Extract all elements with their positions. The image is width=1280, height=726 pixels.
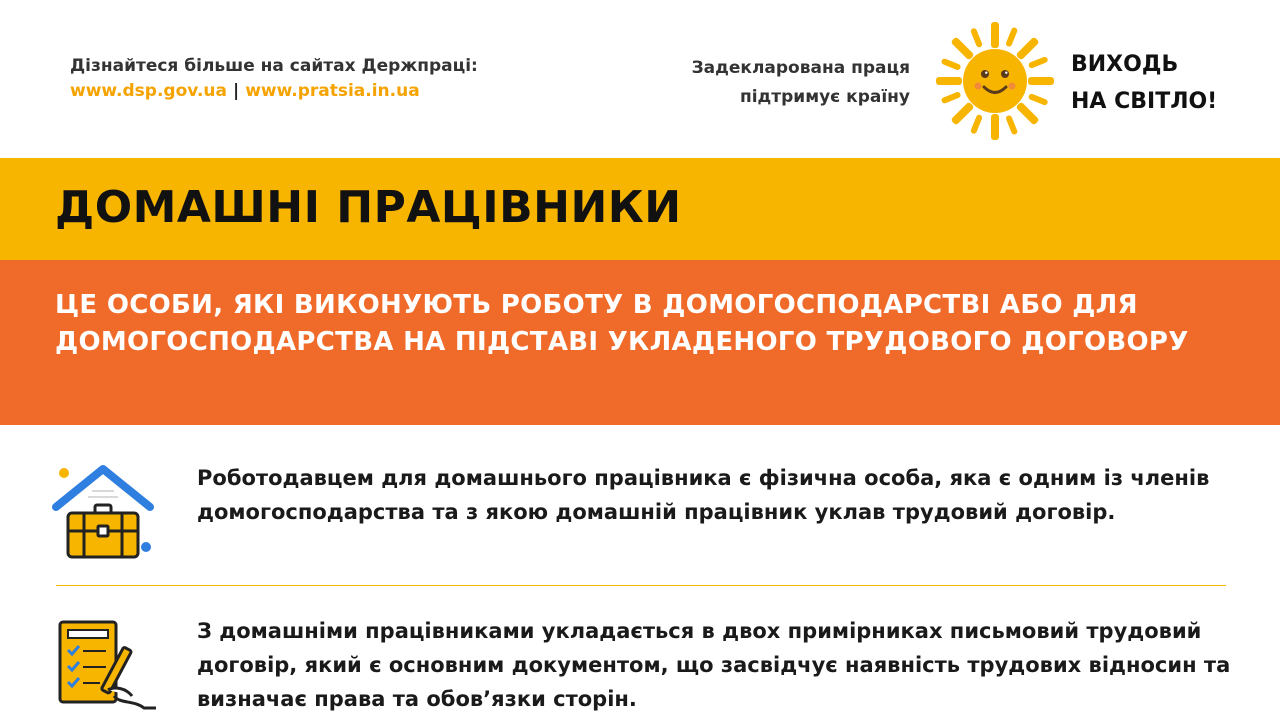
house-briefcase-icon bbox=[48, 463, 158, 563]
learn-more-text: Дізнайтеся більше на сайтах Держпраці: bbox=[70, 56, 478, 76]
links-row bbox=[70, 79, 478, 104]
campaign-line-2: НА СВІТЛО! bbox=[1071, 89, 1218, 114]
title-band bbox=[0, 158, 1280, 260]
slogan-line-2: підтримує країну bbox=[739, 87, 910, 107]
learn-more-block bbox=[70, 54, 478, 104]
divider bbox=[56, 585, 1226, 586]
info-item-text: З домашніми працівниками укладається в двох примірниках письмовий трудовий договір, який є основним документом, що засвідчує наявність трудових відносин та визначає права та обов’язки сторін. bbox=[197, 619, 1231, 711]
sun-mascot-logo-icon bbox=[932, 18, 1058, 144]
link-dsp[interactable]: www.dsp.gov.ua bbox=[70, 81, 227, 101]
campaign-slogan bbox=[1071, 46, 1217, 120]
link-pratsia[interactable]: www.pratsia.in.ua bbox=[245, 81, 420, 101]
definition-band bbox=[0, 260, 1280, 425]
definition-text: ЦЕ ОСОБИ, ЯКІ ВИКОНУЮТЬ РОБОТУ В ДОМОГОСПОДАРСТВІ АБО ДЛЯ ДОМОГОСПОДАРСТВА НА ПІДСТАВІ УКЛАДЕНОГО ТРУДОВОГО ДОГОВОРУ bbox=[55, 290, 1189, 357]
links-separator: | bbox=[232, 81, 240, 101]
header bbox=[0, 0, 1280, 158]
slogan-line-1: Задекларована праця bbox=[691, 58, 910, 78]
slogan bbox=[600, 54, 910, 112]
page-title: ДОМАШНІ ПРАЦІВНИКИ bbox=[55, 182, 682, 233]
campaign-line-1: ВИХОДЬ bbox=[1071, 52, 1179, 77]
contract-signing-icon bbox=[48, 616, 158, 716]
info-item-text: Роботодавцем для домашнього працівника є фізична особа, яка є одним із членів домогосподарства та з якою домашній працівник уклав трудовий договір. bbox=[197, 466, 1210, 524]
